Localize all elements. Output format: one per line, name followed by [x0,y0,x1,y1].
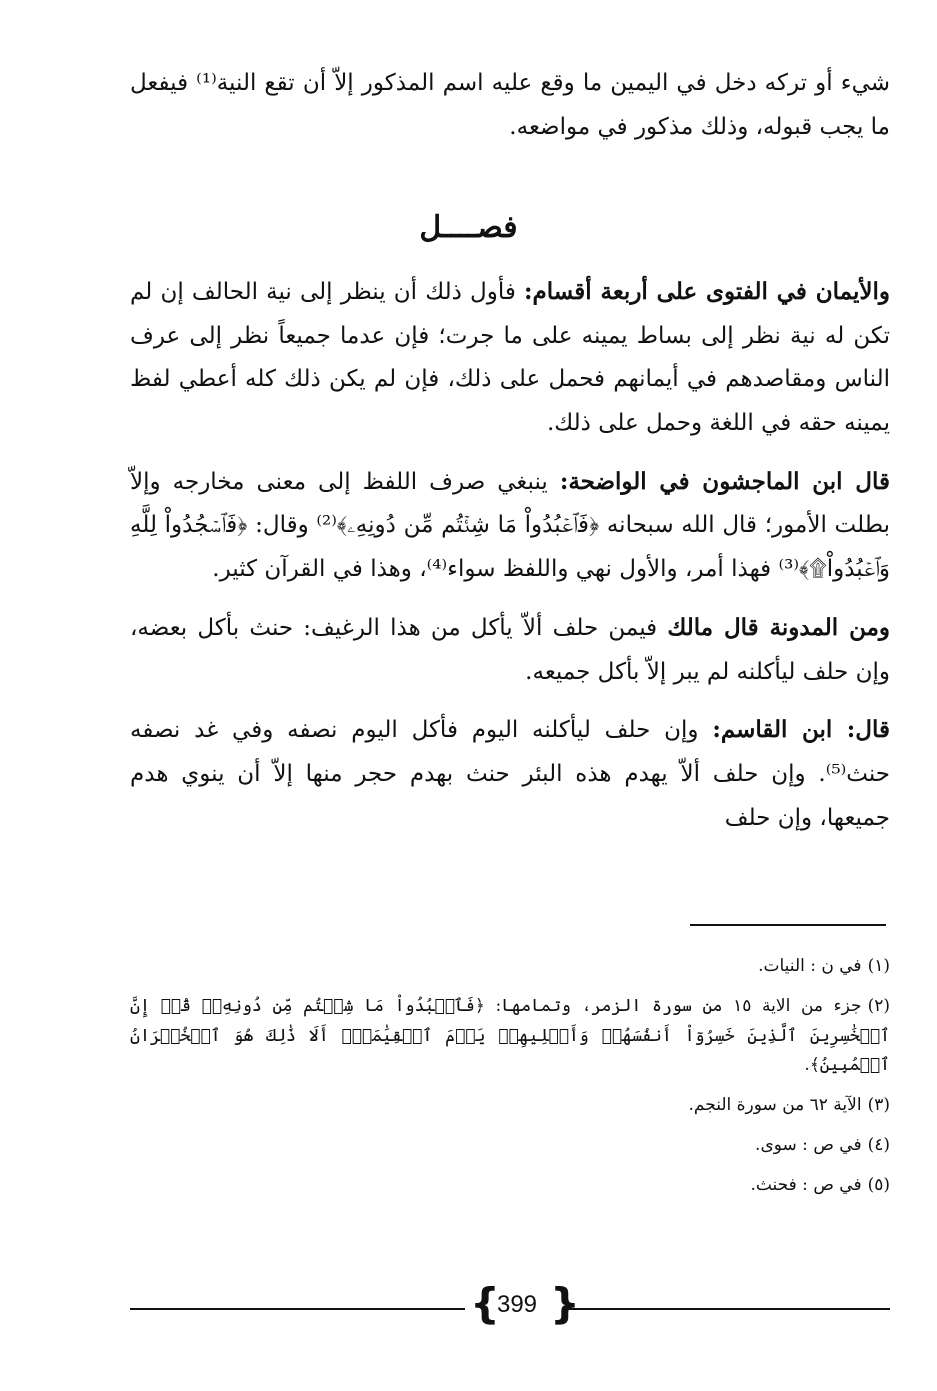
page-number: 399 [496,1291,538,1318]
section-title [0,210,937,245]
footnote-number: (١) [867,956,890,976]
footnote-separator [690,924,886,926]
footnote-number: (٣) [867,1095,890,1115]
page-footer [130,1279,890,1335]
paragraph-1-lead: والأيمان في الفتوى على أربعة أقسام: [524,278,890,305]
footnote-text: جزء من الاية ١٥ من سورة الزمر، وتمامها: ﴿فَٱعۡبُدُواْ مَا شِئۡتُم مِّن دُونِهِۦۗ قُلۡ إِنَّ ٱلۡخَٰسِرِينَ ٱلَّذِينَ خَسِرُوٓاْ أَنفُسَهُمۡ وَأَهۡلِيهِمۡ يَوۡمَ ٱلۡقِيَٰمَةِۗ أَلَا ذَٰلِكَ هُوَ ٱلۡخُسۡرَانُ ٱلۡمُبِينُ﴾. [130,995,890,1076]
footer-rule-right [565,1308,890,1310]
top-paragraph-block [130,62,890,149]
brace-right-icon: } [550,1279,580,1328]
paragraph-1-text: فأول ذلك أن ينظر إلى نية الحالف إن لم تكن له نية نظر إلى بساط يمينه على ما جرت؛ فإن عدما جميعاً نظر إلى عرف الناس ومقاصدهم في أيمانهم فحمل على ذلك، فإن لم يكن ذلك كله أعطي لفظ يمينه حقه في اللغة وحمل على ذلك. [130,279,890,437]
paragraph-3 [130,606,890,694]
section-title-text: فصــــل [419,210,518,245]
brace-left-icon: { [470,1279,500,1328]
footnote-text: في ص : سوى. [755,1134,862,1155]
footnote-number: (٤) [867,1134,890,1155]
paragraph-2-lead: قال ابن الماجشون في الواضحة: [559,467,890,495]
paragraph-3-lead: ومن المدونة قال مالك [667,613,891,641]
footnote-1 [130,952,890,982]
footnote-text: الآية ٦٢ من سورة النجم. [688,1095,862,1115]
footnote-4 [130,1131,890,1161]
footnote-3 [130,1091,890,1121]
paragraph-1 [130,270,890,446]
paragraph-4-lead: قال: ابن القاسم: [712,716,890,744]
paragraph-4-text: وإن حلف ليأكلنه اليوم فأكل اليوم نصفه وفي غد نصفه حنث⁽⁵⁾. وإن حلف ألاّ يهدم هذه البئر حنث بهدم حجر منها إلاّ أن ينوي هدم جميعها، وإن حلف [130,717,890,831]
footnote-number: (٥) [867,1174,890,1195]
paragraph-2 [130,460,890,592]
paragraph-2-text: ينبغي صرف اللفظ إلى معنى مخارجه وإلاّ بطلت الأمور؛ قال الله سبحانه ﴿فَٱعۡبُدُواْ مَا شِئۡتُم مِّن دُونِهِۦ﴾⁽²⁾ وقال: ﴿فَٱسۡجُدُواْ لِلَّهِ وَٱعۡبُدُواْ۩﴾⁽³⁾ فهذا أمر، والأول نهي واللفظ سواء⁽⁴⁾، وهذا في القرآن كثير. [130,468,890,583]
paragraph-4 [130,708,890,840]
main-body [130,270,890,840]
footnote-5 [130,1171,890,1201]
footnote-text: في ن : النيات. [758,956,862,976]
footnote-number: (٢) [867,995,890,1016]
top-paragraph: شيء أو تركه دخل في اليمين ما وقع عليه اسم المذكور إلاّ أن تقع النية⁽¹⁾ فيفعل ما يجب قبوله، وذلك مذكور في مواضعه. [130,70,891,140]
footnote-text: في ص : فحنث. [750,1174,862,1195]
footer-rule-left [130,1308,465,1310]
footnote-2 [130,992,890,1081]
footnotes [130,952,890,1210]
paragraph-3-text: فيمن حلف ألاّ يأكل من هذا الرغيف: حنث بأكل بعضه، وإن حلف ليأكلنه لم يبر إلاّ بأكل جميعه. [130,614,890,685]
